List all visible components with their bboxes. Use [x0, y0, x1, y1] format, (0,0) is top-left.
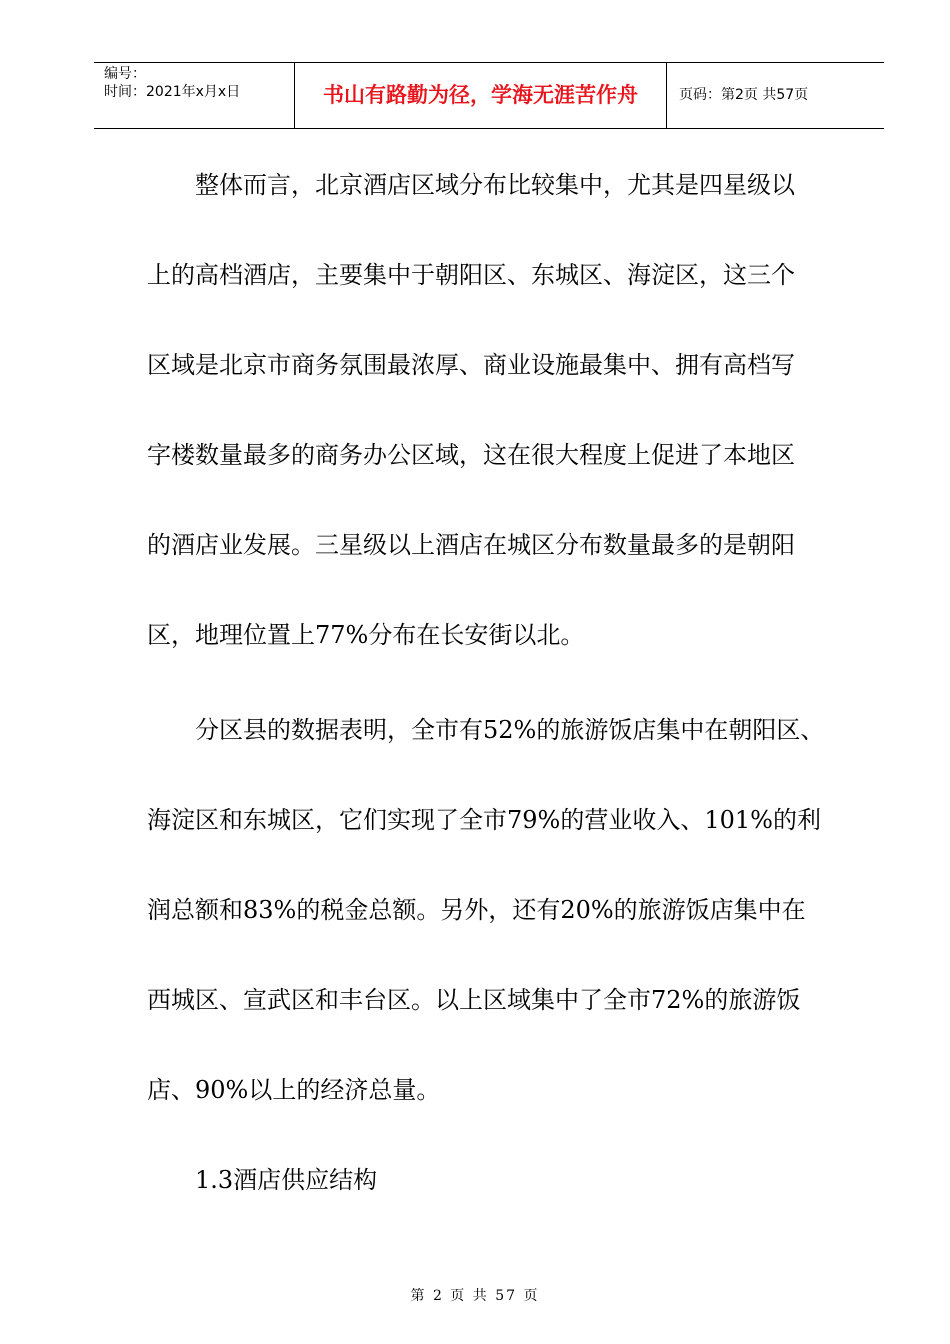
paragraph-line: 字楼数量最多的商务办公区域，这在很大程度上促进了本地区: [147, 441, 795, 469]
paragraph-line: 润总额和83%的税金总额。另外，还有20%的旅游饭店集中在: [147, 896, 806, 924]
header-page-number: 页码：第2页 共57页: [679, 87, 809, 103]
paragraph-line: 区，地理位置上77%分布在长安街以北。: [147, 621, 585, 649]
document-number-label: 编号：: [104, 66, 146, 82]
paragraph-line: 西城区、宣武区和丰台区。以上区域集中了全市72%的旅游饭: [147, 986, 801, 1014]
paragraph-line: 的酒店业发展。三星级以上酒店在城区分布数量最多的是朝阳: [147, 531, 795, 559]
page-footer: 第 2 页 共 57 页: [410, 1288, 540, 1304]
header-meta: [94, 63, 295, 128]
paragraph-line: 区域是北京市商务氛围最浓厚、商业设施最集中、拥有高档写: [147, 351, 795, 379]
section-heading: 1.3酒店供应结构: [195, 1166, 378, 1194]
header-motto: 书山有路勤为径，学海无涯苦作舟: [295, 63, 667, 128]
paragraph-line: 分区县的数据表明，全市有52%的旅游饭店集中在朝阳区、: [195, 716, 825, 744]
paragraph-line: 上的高档酒店，主要集中于朝阳区、东城区、海淀区，这三个: [147, 261, 795, 289]
paragraph-line: 店、90%以上的经济总量。: [147, 1076, 441, 1104]
paragraph-line: 海淀区和东城区，它们实现了全市79%的营业收入、101%的利: [147, 806, 821, 834]
document-time-label: 时间：2021年x月x日: [104, 84, 241, 100]
page-header: [94, 62, 884, 129]
paragraph-line: 整体而言，北京酒店区域分布比较集中，尤其是四星级以: [195, 171, 795, 199]
